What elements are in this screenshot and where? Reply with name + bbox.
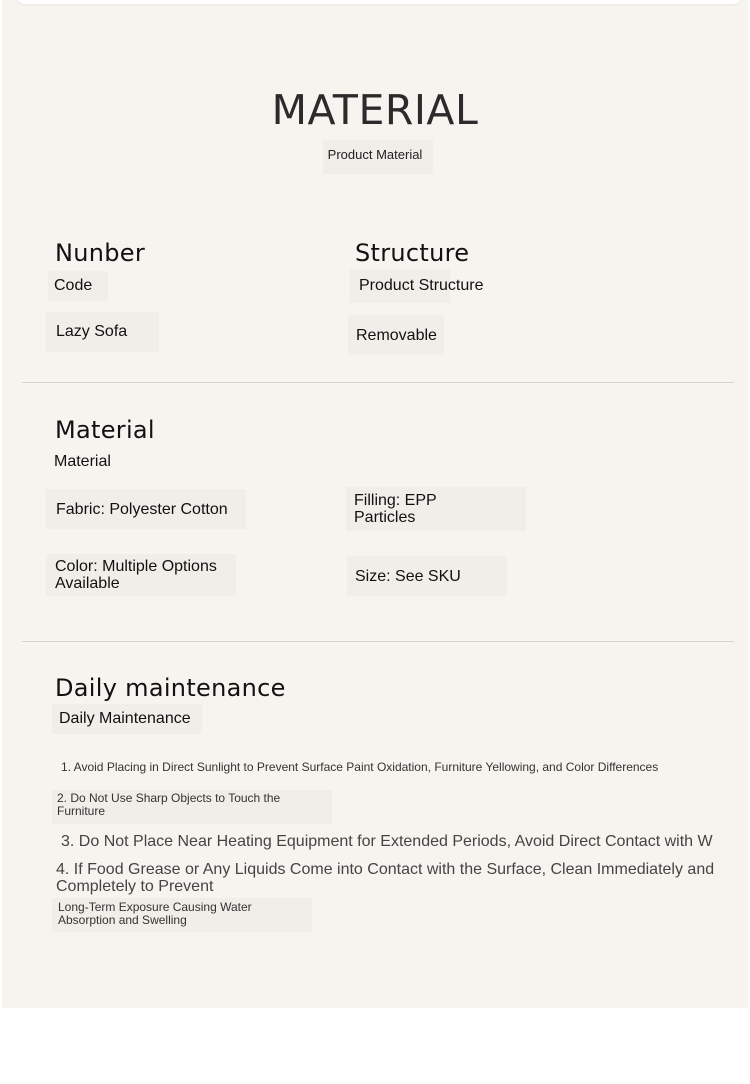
maintenance-item-3: 3. Do Not Place Near Heating Equipment for Extended Periods, Avoid Direct Contact with W bbox=[61, 833, 713, 850]
page-title: MATERIAL bbox=[271, 86, 479, 134]
page-subtitle: Product Material bbox=[327, 147, 423, 162]
filling-value-line2: Particles bbox=[354, 509, 416, 526]
color-value-line1: Color: Multiple Options bbox=[55, 558, 217, 575]
maintenance-item-4-line3: Long-Term Exposure Causing Water bbox=[58, 900, 252, 914]
maintenance-item-4-line4: Absorption and Swelling bbox=[58, 913, 187, 927]
maintenance-item-2-line2: Furniture bbox=[57, 804, 106, 818]
maintenance-item-4-line1: 4. If Food Grease or Any Liquids Come into Contact with the Surface, Clean Immediately and bbox=[56, 861, 715, 878]
number-subheading: Code bbox=[54, 277, 93, 294]
maintenance-item-4-line2: Completely to Prevent bbox=[56, 878, 214, 895]
structure-value: Removable bbox=[356, 327, 437, 344]
maintenance-subheading: Daily Maintenance bbox=[59, 710, 191, 727]
maintenance-item-2-line1: 2. Do Not Use Sharp Objects to Touch the bbox=[57, 791, 281, 805]
material-subheading: Material bbox=[54, 453, 111, 470]
divider-2 bbox=[22, 641, 734, 642]
material-heading: Material bbox=[55, 416, 155, 444]
top-card-edge bbox=[16, 0, 742, 4]
structure-heading: Structure bbox=[355, 239, 470, 267]
fabric-value: Fabric: Polyester Cotton bbox=[56, 501, 228, 518]
filling-value-line1: Filling: EPP bbox=[354, 492, 437, 509]
maintenance-item-1: 1. Avoid Placing in Direct Sunlight to Prevent Surface Paint Oxidation, Furniture Yellowing, and Color Differences bbox=[61, 760, 659, 774]
color-value-line2: Available bbox=[55, 575, 120, 592]
number-value: Lazy Sofa bbox=[56, 323, 128, 340]
size-value: Size: See SKU bbox=[355, 568, 461, 585]
divider-1 bbox=[22, 382, 734, 383]
maintenance-heading: Daily maintenance bbox=[55, 674, 286, 702]
structure-subheading: Product Structure bbox=[359, 277, 484, 294]
number-heading: Nunber bbox=[55, 239, 146, 267]
